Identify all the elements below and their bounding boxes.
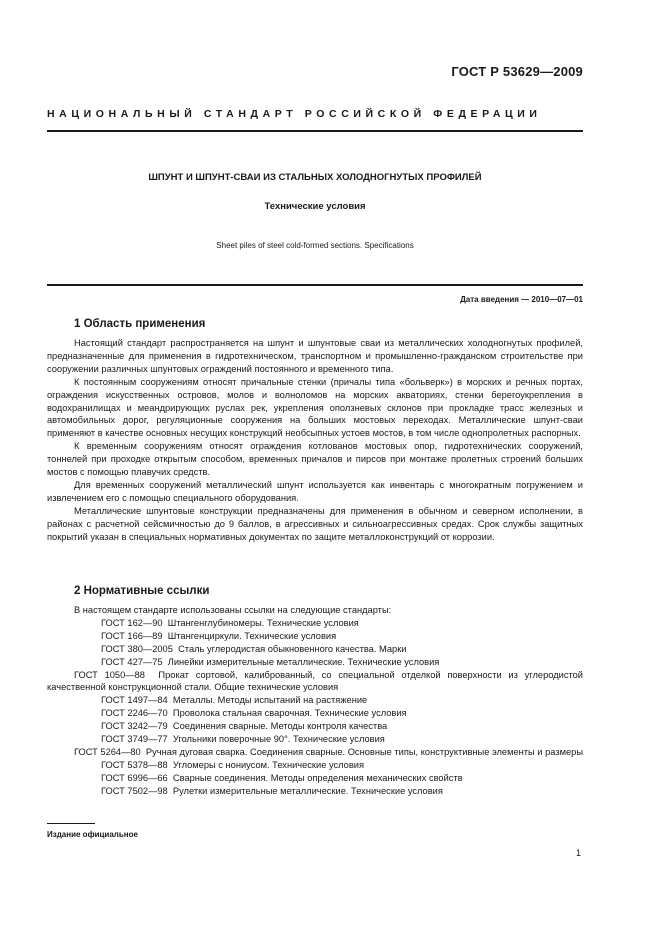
reference-code: ГОСТ 3749—77 [101, 734, 168, 745]
reference-item [47, 630, 583, 643]
national-standard-title: НАЦИОНАЛЬНЫЙ СТАНДАРТ РОССИЙСКОЙ ФЕДЕРАЦИИ [47, 108, 542, 120]
reference-title: Сварные соединения. Методы определения механических свойств [172, 772, 463, 783]
reference-code: ГОСТ 5378—88 [101, 759, 168, 770]
reference-item [47, 707, 583, 720]
reference-item [47, 733, 583, 746]
reference-code: ГОСТ 427—75 [101, 656, 163, 667]
reference-item [47, 694, 583, 707]
reference-title: Линейки измерительные металлические. Технические условия [167, 656, 440, 667]
paragraph: Металлические шпунтовые конструкции предназначены для применения в обычном и северном исполнении, в районах с расчетной сейсмичностью до 9 баллов, в агрессивных и сильноагрессивных средах. Срок службы защитных покрытий указан в специальных нормативных документах по защите металлоконструкций от коррозии. [47, 505, 583, 542]
section-1-body [47, 337, 583, 544]
title-divider [47, 284, 583, 286]
references-intro: В настоящем стандарте использованы ссылки на следующие стандарты: [74, 605, 392, 615]
reference-item [47, 785, 583, 798]
reference-item [47, 720, 583, 733]
standard-subtitle: Технические условия [264, 201, 366, 212]
reference-item [47, 746, 583, 759]
page-number: 1 [575, 848, 581, 858]
reference-code: ГОСТ 7502—98 [101, 785, 168, 796]
reference-title: Сталь углеродистая обыкновенного качества. Марки [178, 643, 407, 654]
paragraph: Для временных сооружений металлический шпунт используется как инвентарь с многократным погружением и извлечением его с помощью специального оборудования. [47, 479, 583, 503]
reference-item [47, 759, 583, 772]
reference-code: ГОСТ 3242—79 [101, 721, 168, 732]
reference-title: Рулетки измерительные металлические. Технические условия [172, 785, 443, 796]
reference-code: ГОСТ 1050—88 [74, 669, 145, 680]
document-code: ГОСТ Р 53629—2009 [451, 64, 583, 79]
reference-item [47, 643, 583, 656]
reference-title: Ручная дуговая сварка. Соединения сварные. Основные типы, конструктивные элементы и размеры [145, 746, 584, 757]
reference-title: Проволока стальная сварочная. Технические условия [172, 708, 407, 719]
reference-title: Соединения сварные. Методы контроля качества [172, 721, 388, 732]
reference-item [47, 617, 583, 630]
reference-title: Металлы. Методы испытаний на растяжение [172, 695, 368, 706]
reference-code: ГОСТ 166—89 [101, 630, 163, 641]
introduction-date: Дата введения — 2010—07—01 [460, 295, 583, 304]
standard-title: ШПУНТ И ШПУНТ-СВАИ ИЗ СТАЛЬНЫХ ХОЛОДНОГНУТЫХ ПРОФИЛЕЙ [148, 172, 482, 183]
reference-code: ГОСТ 2246—70 [101, 708, 168, 719]
footer-divider [47, 823, 95, 824]
section-1-heading: 1 Область применения [74, 318, 206, 330]
reference-code: ГОСТ 5264—80 [74, 746, 141, 757]
section-2-body [47, 604, 583, 798]
reference-title: Штангенциркули. Технические условия [167, 630, 337, 641]
edition-label: Издание официальное [47, 830, 138, 839]
reference-title: Угломеры с нониусом. Технические условия [172, 759, 365, 770]
reference-item [47, 772, 583, 785]
reference-title: Штангенглубиномеры. Технические условия [167, 617, 359, 628]
header-divider [47, 130, 583, 132]
reference-code: ГОСТ 162—90 [101, 617, 163, 628]
section-2-heading: 2 Нормативные ссылки [74, 585, 210, 597]
paragraph: К временным сооружениям относят ограждения котлованов мостовых опор, гидротехнических сооружений, тоннелей при проходке открытым способом, временных причалов и пирсов при монтаже пролетных строений больших мостов с помощью плавучих средств. [47, 441, 583, 478]
reference-item [47, 656, 583, 669]
paragraph: К постоянным сооружениям относят причальные стенки (причалы типа «больверк») в морских и речных портах, ограждения искусственных островов, молов и волноломов на морских акваториях, стенки берегоукрепления в водохранилищах и меандрирующих руслах рек, укрепления оползневых склонов при прокладке трасс железных и автомобильных дорог, регуляционные сооружения на больших мостовых переходах. Металлические шпунт-сваи применяют в качестве основных несущих конструкций необсыпных устоев мостов, в том числе однопролетных распорных. [47, 376, 583, 439]
reference-code: ГОСТ 6996—66 [101, 772, 168, 783]
paragraph: Настоящий стандарт распространяется на шпунт и шпунтовые сваи из металлических холодногнутых профилей, предназначенные для применения в гидротехническом, транспортном и промышленно-гражданском строительстве при сооружении различных шпунтовых ограждений постоянного и временного типа. [47, 338, 583, 374]
reference-title: Прокат сортовой, калиброванный, со специальной отделкой поверхности из углеродистой качественной конструкционной стали. Общие технические условия [47, 669, 583, 693]
reference-title: Угольники поверочные 90°. Технические условия [172, 734, 385, 745]
english-title: Sheet piles of steel cold-formed sections. Specifications [216, 241, 414, 250]
reference-code: ГОСТ 1497—84 [101, 695, 168, 706]
reference-item [47, 669, 583, 695]
reference-code: ГОСТ 380—2005 [101, 643, 173, 654]
